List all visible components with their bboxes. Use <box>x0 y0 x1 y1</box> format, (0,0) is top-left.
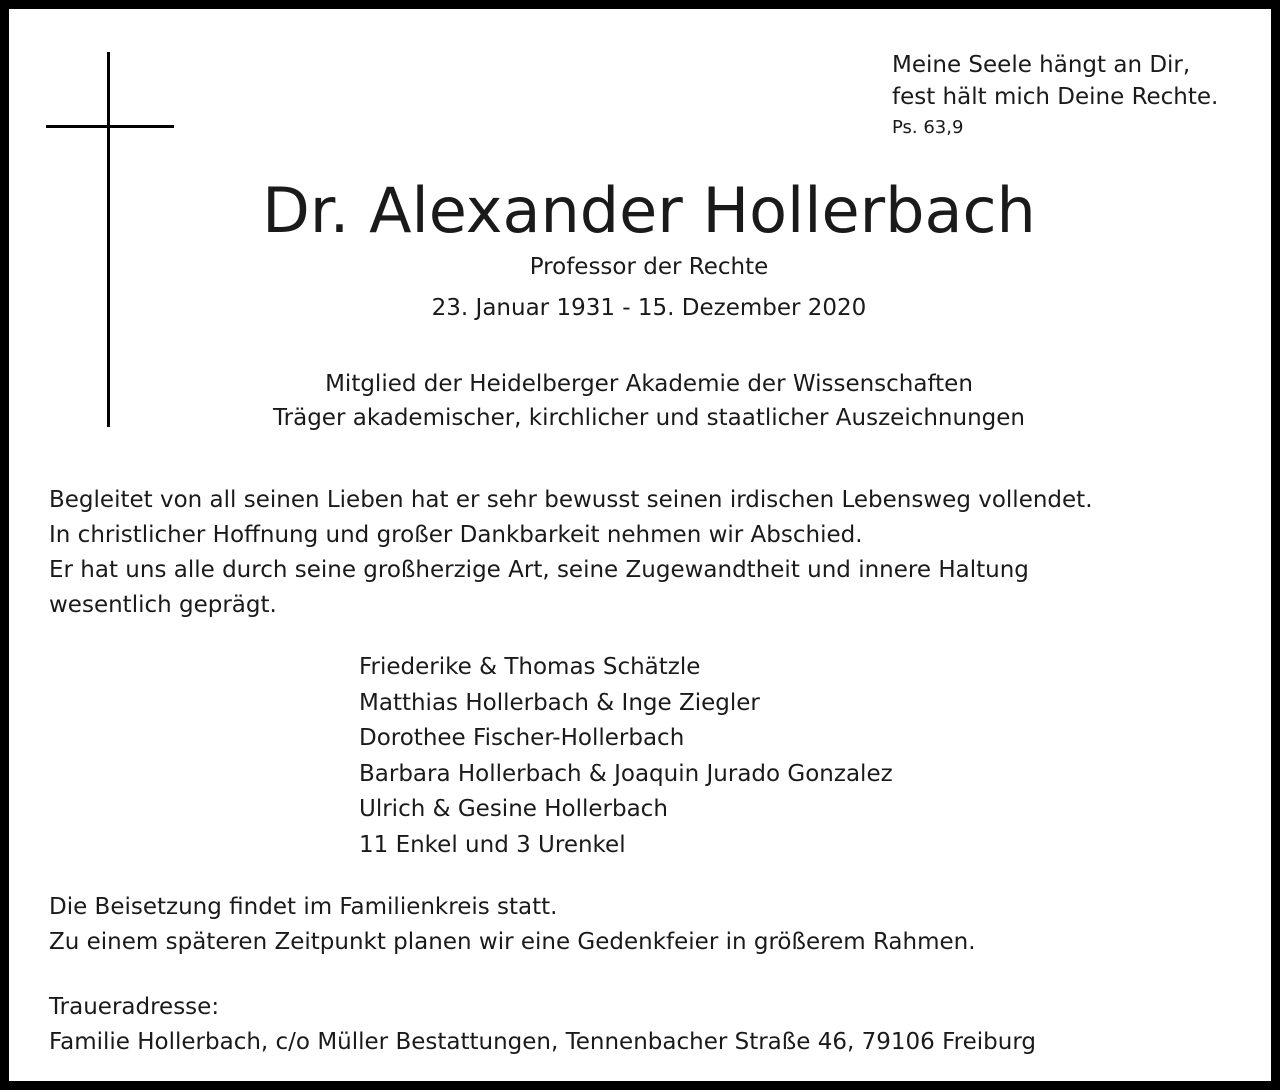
mourner-item: Ulrich & Gesine Hollerbach <box>359 796 668 822</box>
mourner-item: 11 Enkel und 3 Urenkel <box>359 831 626 858</box>
mourner-item: Matthias Hollerbach & Inge Ziegler <box>359 689 760 716</box>
tribute-text <box>49 483 1259 623</box>
mourner-item: Friederike & Thomas Schätzle <box>359 654 701 680</box>
honor-line: Träger akademischer, kirchlicher und staatlicher Auszeichnungen <box>272 405 1025 431</box>
deceased-title: Professor der Rechte <box>529 254 769 280</box>
deceased-name: Dr. Alexander Hollerbach <box>262 174 1036 247</box>
address-value: Familie Hollerbach, c/o Müller Bestattungen, Tennenbacher Straße 46, 79106 Freiburg <box>49 1029 1036 1055</box>
funeral-notice <box>49 890 976 960</box>
mourner-item: Barbara Hollerbach & Joaquin Jurado Gonzalez <box>359 760 893 787</box>
honors <box>9 367 1280 435</box>
mourning-address <box>49 990 1036 1060</box>
funeral-line: Zu einem späteren Zeitpunkt planen wir eine Gedenkfeier in größerem Rahmen. <box>49 929 976 955</box>
mourner-item: Dorothee Fischer-Hollerbach <box>359 725 685 751</box>
funeral-line: Die Beisetzung findet im Familienkreis statt. <box>49 894 558 920</box>
verse-line-2: fest hält mich Deine Rechte. <box>892 84 1219 110</box>
verse-reference: Ps. 63,9 <box>892 117 964 138</box>
life-dates: 23. Januar 1931 - 15. Dezember 2020 <box>431 295 867 321</box>
mourners-list <box>359 650 893 863</box>
verse-line-1: Meine Seele hängt an Dir, <box>892 52 1191 78</box>
cross-icon-bar <box>46 125 174 128</box>
address-label: Traueradresse: <box>49 994 220 1020</box>
honor-line: Mitglied der Heidelberger Akademie der Wissenschaften <box>325 371 973 397</box>
tribute-line: Er hat uns alle durch seine großherzige Art, seine Zugewandtheit und innere Haltung <box>49 557 1029 583</box>
bible-verse <box>892 49 1272 141</box>
tribute-line: In christlicher Hoffnung und großer Dankbarkeit nehmen wir Abschied. <box>49 522 863 548</box>
tribute-line: Begleitet von all seinen Lieben hat er sehr bewusst seinen irdischen Lebensweg vollendet. <box>49 487 1093 513</box>
tribute-line: wesentlich geprägt. <box>49 592 277 618</box>
